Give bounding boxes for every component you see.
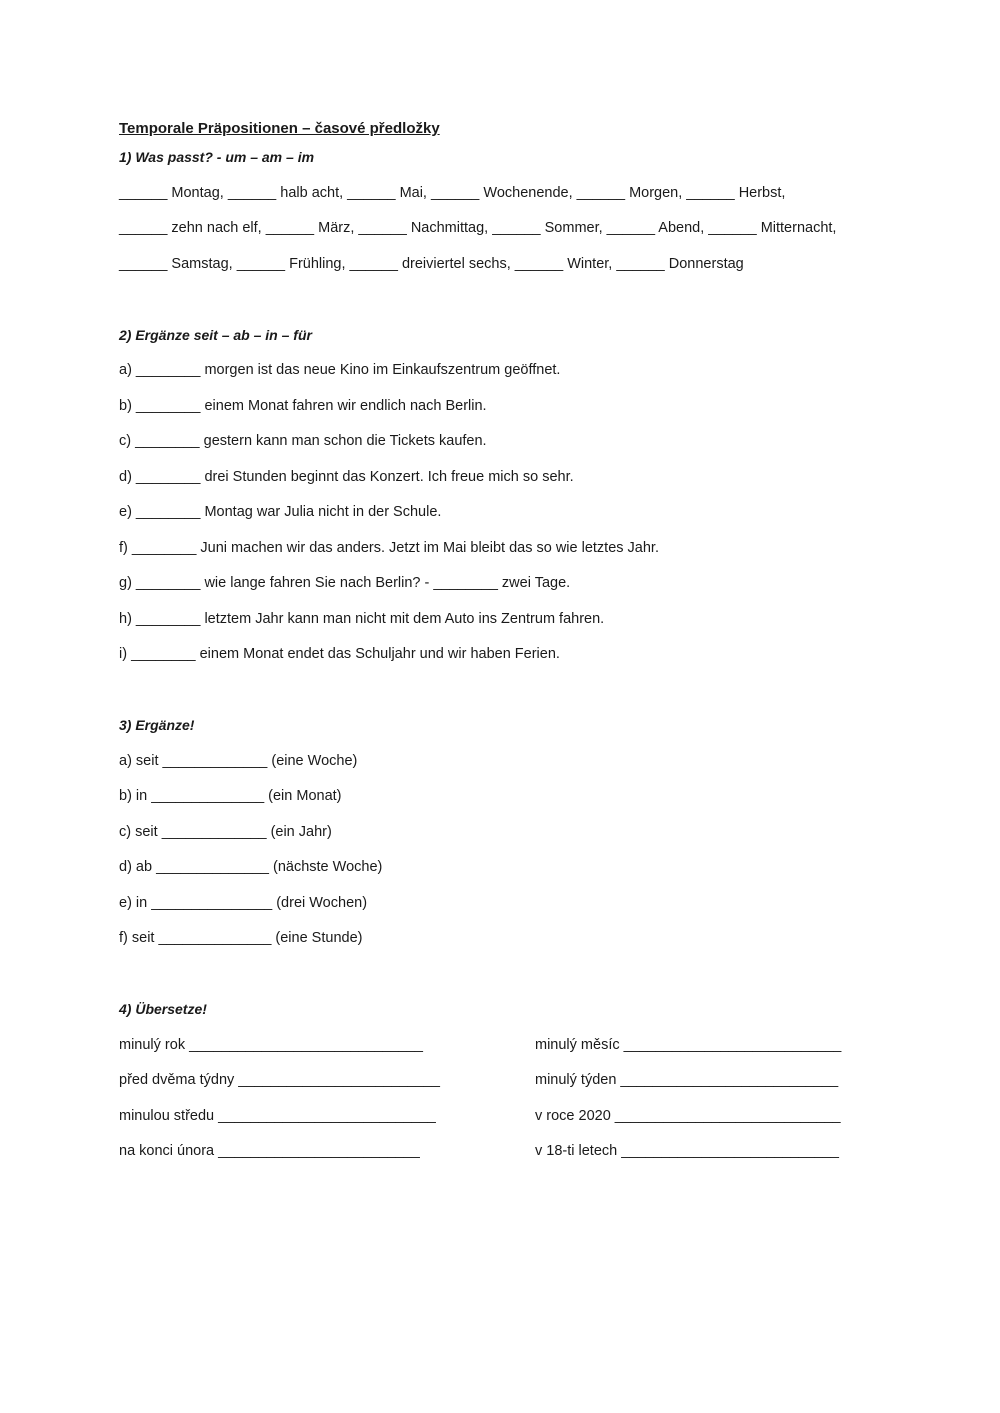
exercise-item: a) ________ morgen ist das neue Kino im Einkaufszentrum geöffnet. bbox=[119, 362, 561, 378]
exercise-item: i) ________ einem Monat endet das Schuljahr und wir haben Ferien. bbox=[119, 646, 560, 662]
exercise-item: e) in _______________ (drei Wochen) bbox=[119, 894, 368, 911]
translation-item: na konci února _________________________ bbox=[119, 1143, 420, 1159]
worksheet bbox=[119, 118, 919, 1176]
exercise-item: f) ________ Juni machen wir das anders. Jetzt im Mai bleibt das so wie letztes Jahr. bbox=[119, 539, 659, 556]
translation-item: minulý rok _____________________________ bbox=[119, 1036, 423, 1053]
translation-item: před dvěma týdny _________________________ bbox=[119, 1072, 440, 1088]
spacer bbox=[119, 288, 919, 324]
translation-item: v roce 2020 ____________________________ bbox=[535, 1107, 841, 1124]
section-1-line: ______ zehn nach elf, ______ März, ______ Nachmittag, ______ Sommer, ______ Abend, ______ Mitternacht, bbox=[119, 220, 837, 236]
translation-right-column bbox=[535, 1034, 915, 1176]
exercise-item: f) seit ______________ (eine Stunde) bbox=[119, 930, 363, 946]
exercise-item: c) seit _____________ (ein Jahr) bbox=[119, 823, 332, 840]
page-title: Temporale Präpositionen – časové předložky bbox=[119, 120, 440, 137]
section-1-line: ______ Montag, ______ halb acht, ______ Mai, ______ Wochenende, ______ Morgen, ______ Herbst, bbox=[119, 184, 786, 201]
translation-item: v 18-ti letech ___________________________ bbox=[535, 1143, 839, 1159]
exercise-item: d) ________ drei Stunden beginnt das Konzert. Ich freue mich so sehr. bbox=[119, 468, 574, 485]
translation-item: minulý týden ___________________________ bbox=[535, 1072, 839, 1088]
translation-item: minulou středu ___________________________ bbox=[119, 1107, 436, 1124]
section-2-heading: 2) Ergänze seit – ab – in – für bbox=[119, 326, 312, 343]
exercise-item: b) in ______________ (ein Monat) bbox=[119, 788, 342, 804]
translation-left-column bbox=[119, 1034, 535, 1176]
section-1-line: ______ Samstag, ______ Frühling, ______ dreiviertel sechs, ______ Winter, ______ Donnerstag bbox=[119, 255, 744, 272]
exercise-item: e) ________ Montag war Julia nicht in der Schule. bbox=[119, 504, 442, 520]
section-4-heading: 4) Übersetze! bbox=[119, 1001, 207, 1017]
translation-columns bbox=[119, 1034, 919, 1176]
exercise-item: h) ________ letztem Jahr kann man nicht mit dem Auto ins Zentrum fahren. bbox=[119, 610, 605, 627]
exercise-item: c) ________ gestern kann man schon die Tickets kaufen. bbox=[119, 433, 487, 449]
section-3-heading: 3) Ergänze! bbox=[119, 717, 195, 733]
section-1-heading: 1) Was passt? - um – am – im bbox=[119, 149, 315, 165]
exercise-item: a) seit _____________ (eine Woche) bbox=[119, 752, 358, 769]
exercise-item: b) ________ einem Monat fahren wir endlich nach Berlin. bbox=[119, 397, 487, 414]
spacer bbox=[119, 679, 919, 715]
spacer bbox=[119, 963, 919, 999]
exercise-item: d) ab ______________ (nächste Woche) bbox=[119, 859, 383, 875]
translation-item: minulý měsíc ___________________________ bbox=[535, 1036, 842, 1053]
exercise-item: g) ________ wie lange fahren Sie nach Berlin? - ________ zwei Tage. bbox=[119, 575, 571, 591]
